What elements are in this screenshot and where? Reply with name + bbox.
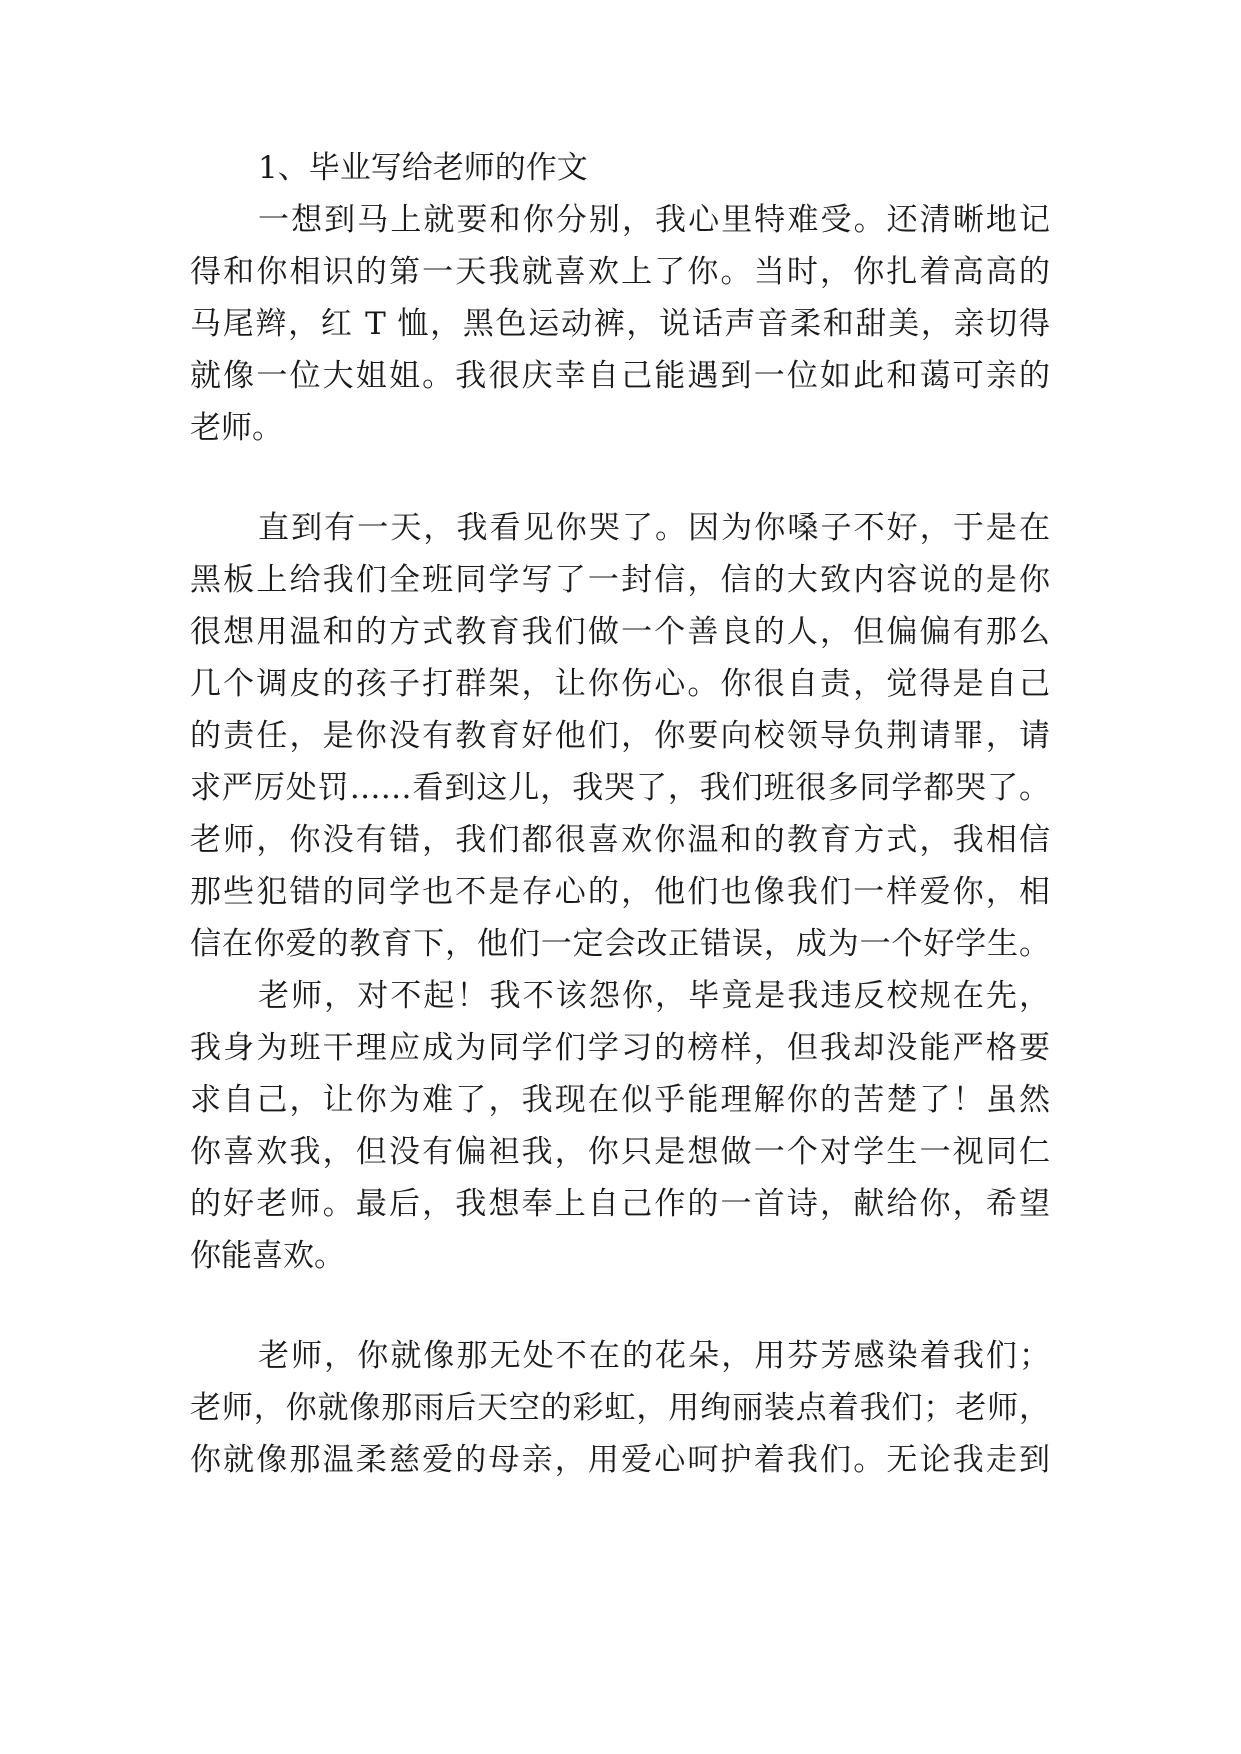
text-line: 求自己，让你为难了，我现在似乎能理解你的苦楚了！虽然 bbox=[190, 1082, 1050, 1118]
text-line: 一想到马上就要和你分别，我心里特难受。还清晰地记 bbox=[258, 202, 1050, 238]
text-line: 马尾辫，红 T 恤，黑色运动裤，说话声音柔和甜美，亲切得 bbox=[190, 306, 1050, 342]
text-line: 老师，对不起！我不该怨你，毕竟是我违反校规在先， bbox=[258, 978, 1050, 1014]
text-line: 黑板上给我们全班同学写了一封信，信的大致内容说的是你 bbox=[190, 562, 1050, 598]
text-line: 那些犯错的同学也不是存心的，他们也像我们一样爱你，相 bbox=[190, 874, 1050, 910]
text-line: 直到有一天，我看见你哭了。因为你嗓子不好，于是在 bbox=[258, 510, 1050, 546]
document-title: 1、毕业写给老师的作文 bbox=[258, 150, 588, 186]
text-line: 几个调皮的孩子打群架，让你伤心。你很自责，觉得是自己 bbox=[190, 666, 1050, 702]
text-line: 你喜欢我，但没有偏袒我，你只是想做一个对学生一视同仁 bbox=[190, 1134, 1050, 1170]
text-line: 就像一位大姐姐。我很庆幸自己能遇到一位如此和蔼可亲的 bbox=[190, 358, 1050, 394]
text-line: 的好老师。最后，我想奉上自己作的一首诗，献给你，希望 bbox=[190, 1186, 1050, 1222]
text-line: 老师。 bbox=[190, 410, 283, 446]
text-line: 信在你爱的教育下，他们一定会改正错误，成为一个好学生。 bbox=[190, 926, 1050, 962]
text-line: 求严厉处罚……看到这儿，我哭了，我们班很多同学都哭了。 bbox=[190, 770, 1050, 806]
text-line: 你能喜欢。 bbox=[190, 1238, 345, 1274]
text-line: 老师，你就像那雨后天空的彩虹，用绚丽装点着我们；老师， bbox=[190, 1390, 1050, 1426]
text-line: 老师，你没有错，我们都很喜欢你温和的教育方式，我相信 bbox=[190, 822, 1050, 858]
text-line: 老师，你就像那无处不在的花朵，用芬芳感染着我们； bbox=[258, 1338, 1050, 1374]
text-line: 我身为班干理应成为同学们学习的榜样，但我却没能严格要 bbox=[190, 1030, 1050, 1066]
text-line: 的责任，是你没有教育好他们，你要向校领导负荆请罪，请 bbox=[190, 718, 1050, 754]
text-line: 得和你相识的第一天我就喜欢上了你。当时，你扎着高高的 bbox=[190, 254, 1050, 290]
text-line: 很想用温和的方式教育我们做一个善良的人，但偏偏有那么 bbox=[190, 614, 1050, 650]
text-line: 你就像那温柔慈爱的母亲，用爱心呵护着我们。无论我走到 bbox=[190, 1442, 1050, 1478]
